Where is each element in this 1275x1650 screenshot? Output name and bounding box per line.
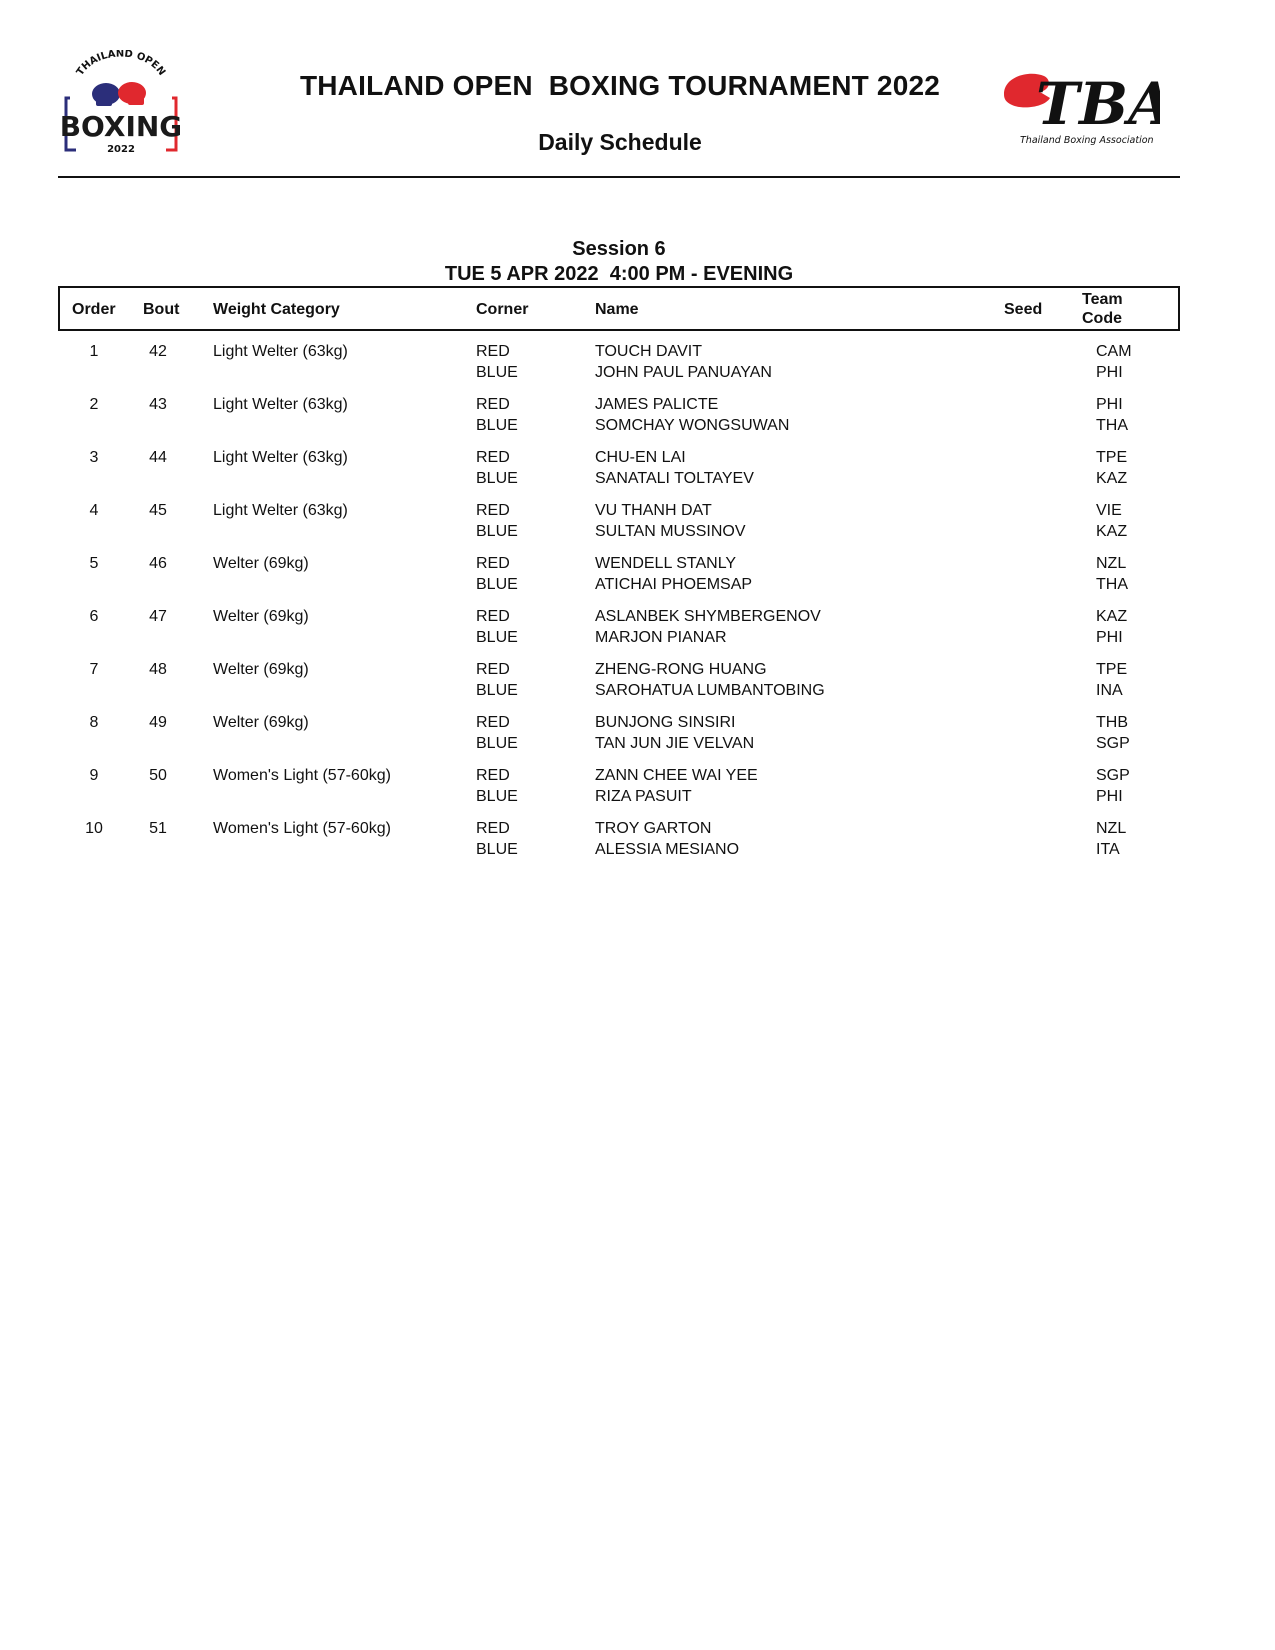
bout-order: 1	[89, 343, 99, 360]
bout-number: 47	[149, 608, 167, 625]
red-boxer-name: ZHENG-RONG HUANG	[595, 661, 767, 678]
red-boxer-name: ZANN CHEE WAI YEE	[595, 767, 758, 784]
table-row	[58, 442, 1180, 495]
table-row	[58, 601, 1180, 654]
corner-blue: BLUE	[476, 788, 518, 805]
logo-year-text: 2022	[107, 144, 135, 155]
table-row	[58, 548, 1180, 601]
session-datetime: TUE 5 APR 2022 4:00 PM - EVENING	[444, 263, 794, 285]
weight-category: Women's Light (57-60kg)	[213, 820, 391, 837]
corner-blue: BLUE	[476, 682, 518, 699]
team-codes	[1096, 659, 1127, 701]
bout-number: 46	[149, 555, 167, 572]
red-team-code: NZL	[1096, 820, 1127, 837]
corner-red: RED	[476, 714, 510, 731]
logo-main-text: BOXING	[62, 110, 180, 143]
corner-red: RED	[476, 343, 510, 360]
bout-number: 43	[149, 396, 167, 413]
tba-caption: Thailand Boxing Association	[1020, 135, 1154, 146]
corner-blue: BLUE	[476, 629, 518, 646]
corner	[476, 606, 518, 648]
blue-boxer-name: SANATALI TOLTAYEV	[595, 470, 754, 487]
team-codes	[1096, 341, 1132, 383]
weight-category: Welter (69kg)	[213, 661, 309, 678]
team-codes	[1096, 394, 1128, 436]
bout-order: 7	[89, 661, 99, 678]
bout-number: 48	[149, 661, 167, 678]
tba-logo-text: TBA	[1036, 70, 1160, 138]
team-codes	[1096, 606, 1127, 648]
svg-text:THAILAND OPEN	[75, 50, 167, 78]
red-boxer-name: JAMES PALICTE	[595, 396, 719, 413]
team-codes	[1096, 447, 1127, 489]
red-team-code: PHI	[1096, 396, 1123, 413]
red-boxer-name: TROY GARTON	[595, 820, 712, 837]
session-title: Session 6	[572, 238, 666, 260]
col-team-code-line2: Code	[1082, 310, 1122, 327]
red-boxer-name: ASLANBEK SHYMBERGENOV	[595, 608, 821, 625]
team-codes	[1096, 500, 1127, 542]
col-name: Name	[595, 301, 639, 318]
bout-order: 6	[89, 608, 99, 625]
red-boxer-name: BUNJONG SINSIRI	[595, 714, 736, 731]
blue-boxer-name: RIZA PASUIT	[595, 788, 692, 805]
corner-red: RED	[476, 396, 510, 413]
blue-team-code: THA	[1096, 576, 1128, 593]
corner-red: RED	[476, 502, 510, 519]
blue-boxer-name: ALESSIA MESIANO	[595, 841, 740, 858]
corner	[476, 712, 518, 754]
bout-number: 50	[149, 767, 167, 784]
team-codes	[1096, 818, 1126, 860]
table-row	[58, 336, 1180, 389]
corner-red: RED	[476, 820, 510, 837]
blue-boxer-name: JOHN PAUL PANUAYAN	[595, 364, 772, 381]
schedule-table-header	[58, 286, 1180, 331]
boxing-glove-icon	[1000, 68, 1160, 154]
corner-red: RED	[476, 555, 510, 572]
corner	[476, 394, 518, 436]
corner	[476, 765, 518, 807]
red-team-code: SGP	[1096, 767, 1130, 784]
tba-logo	[1000, 68, 1160, 154]
red-team-code: TPE	[1096, 661, 1128, 678]
corner-blue: BLUE	[476, 364, 518, 381]
table-row	[58, 495, 1180, 548]
col-team-code	[1082, 290, 1123, 328]
blue-boxer-name: MARJON PIANAR	[595, 629, 727, 646]
corner	[476, 553, 518, 595]
corner-red: RED	[476, 661, 510, 678]
blue-boxer-name: SAROHATUA LUMBANTOBING	[595, 682, 825, 699]
bout-number: 49	[149, 714, 167, 731]
bout-order: 3	[89, 449, 99, 466]
red-boxer-name: WENDELL STANLY	[595, 555, 737, 572]
bout-order: 10	[85, 820, 103, 837]
schedule-table-body	[58, 336, 1180, 866]
boxer-names	[595, 341, 772, 383]
blue-team-code: PHI	[1096, 629, 1123, 646]
blue-team-code: SGP	[1096, 735, 1130, 752]
corner-red: RED	[476, 767, 510, 784]
col-seed: Seed	[1004, 301, 1043, 318]
red-team-code: KAZ	[1096, 608, 1128, 625]
team-codes	[1096, 553, 1128, 595]
bout-number: 42	[149, 343, 167, 360]
team-codes	[1096, 712, 1130, 754]
bout-order: 5	[89, 555, 99, 572]
bout-number: 44	[149, 449, 167, 466]
bout-order: 8	[89, 714, 99, 731]
red-team-code: THB	[1096, 714, 1128, 731]
logo-top-text: THAILAND OPEN	[74, 50, 168, 78]
blue-team-code: THA	[1096, 417, 1128, 434]
col-team-code-line1: Team	[1082, 291, 1123, 308]
boxer-names	[595, 553, 752, 595]
blue-team-code: PHI	[1096, 364, 1123, 381]
col-weight-category: Weight Category	[213, 301, 340, 318]
corner-blue: BLUE	[476, 417, 518, 434]
corner	[476, 500, 518, 542]
table-row	[58, 760, 1180, 813]
boxer-names	[595, 765, 758, 807]
col-bout: Bout	[143, 301, 180, 318]
corner	[476, 659, 518, 701]
boxer-names	[595, 712, 754, 754]
weight-category: Light Welter (63kg)	[213, 502, 348, 519]
weight-category: Light Welter (63kg)	[213, 396, 348, 413]
boxer-names	[595, 447, 754, 489]
bout-order: 9	[89, 767, 99, 784]
red-team-code: VIE	[1096, 502, 1122, 519]
page-subtitle: Daily Schedule	[538, 129, 702, 155]
boxer-names	[595, 394, 789, 436]
boxer-names	[595, 500, 746, 542]
table-row	[58, 389, 1180, 442]
corner	[476, 818, 518, 860]
weight-category: Welter (69kg)	[213, 555, 309, 572]
red-team-code: CAM	[1096, 343, 1132, 360]
col-order: Order	[72, 301, 116, 318]
bout-number: 51	[149, 820, 167, 837]
page-title: THAILAND OPEN BOXING TOURNAMENT 2022	[299, 70, 941, 101]
bout-number: 45	[149, 502, 167, 519]
table-row	[58, 707, 1180, 760]
corner	[476, 447, 518, 489]
red-boxer-name: VU THANH DAT	[595, 502, 712, 519]
table-row	[58, 654, 1180, 707]
thailand-open-boxing-logo	[62, 50, 180, 162]
red-team-code: NZL	[1096, 555, 1127, 572]
weight-category: Light Welter (63kg)	[213, 343, 348, 360]
table-row	[58, 813, 1180, 866]
col-corner: Corner	[476, 301, 529, 318]
corner-red: RED	[476, 608, 510, 625]
boxer-names	[595, 606, 821, 648]
boxing-gloves-logo-graphic	[62, 50, 180, 162]
team-codes	[1096, 765, 1130, 807]
corner-blue: BLUE	[476, 470, 518, 487]
corner-blue: BLUE	[476, 523, 518, 540]
corner-blue: BLUE	[476, 841, 518, 858]
red-boxer-name: TOUCH DAVIT	[595, 343, 702, 360]
corner-blue: BLUE	[476, 576, 518, 593]
blue-team-code: PHI	[1096, 788, 1123, 805]
corner	[476, 341, 518, 383]
bout-order: 4	[89, 502, 99, 519]
corner-blue: BLUE	[476, 735, 518, 752]
blue-team-code: KAZ	[1096, 523, 1128, 540]
weight-category: Welter (69kg)	[213, 714, 309, 731]
blue-team-code: INA	[1096, 682, 1123, 699]
blue-team-code: ITA	[1096, 841, 1120, 858]
red-team-code: TPE	[1096, 449, 1128, 466]
weight-category: Welter (69kg)	[213, 608, 309, 625]
weight-category: Women's Light (57-60kg)	[213, 767, 391, 784]
blue-boxer-name: SULTAN MUSSINOV	[595, 523, 746, 540]
weight-category: Light Welter (63kg)	[213, 449, 348, 466]
bout-order: 2	[89, 396, 99, 413]
corner-red: RED	[476, 449, 510, 466]
blue-boxer-name: TAN JUN JIE VELVAN	[595, 735, 755, 752]
boxer-names	[595, 659, 825, 701]
blue-boxer-name: ATICHAI PHOEMSAP	[595, 576, 753, 593]
header-divider	[58, 176, 1180, 178]
boxer-names	[595, 818, 739, 860]
red-boxer-name: CHU-EN LAI	[595, 449, 686, 466]
blue-boxer-name: SOMCHAY WONGSUWAN	[595, 417, 790, 434]
blue-team-code: KAZ	[1096, 470, 1128, 487]
